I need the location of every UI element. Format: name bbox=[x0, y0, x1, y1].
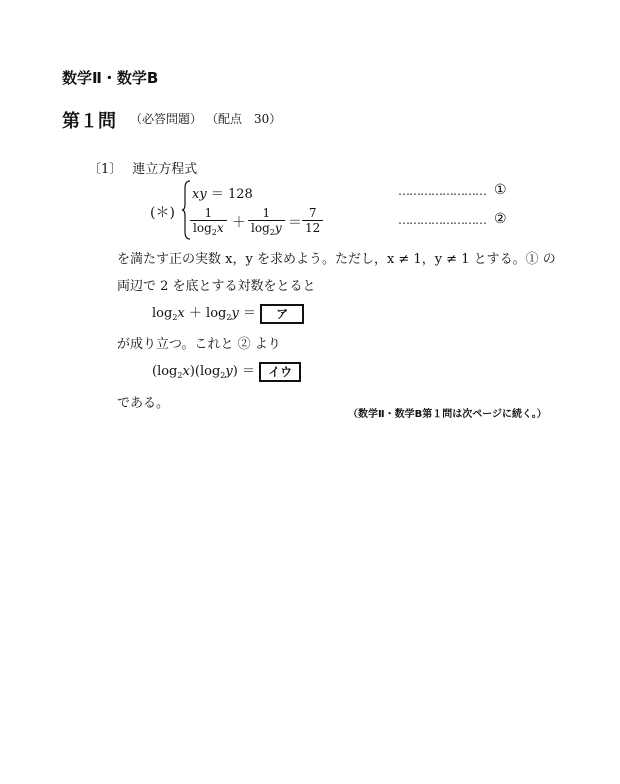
frac1-numerator: 1 bbox=[190, 206, 227, 221]
eq1-equals: ＝ bbox=[210, 187, 224, 202]
frac2-log: log bbox=[251, 221, 270, 235]
eq2-fraction-2 bbox=[248, 206, 285, 240]
points-note: （配点 30） bbox=[212, 112, 282, 126]
eq1-ref-circle-1: ① bbox=[494, 182, 507, 198]
eqa-log-2: log bbox=[206, 306, 227, 321]
eqa-var-2: y bbox=[231, 306, 239, 321]
required-note: （必答問題） bbox=[130, 112, 203, 126]
question-title: 第１問 bbox=[62, 111, 116, 132]
equation-a bbox=[152, 302, 304, 324]
equation-b bbox=[152, 360, 301, 382]
eq2-leader-dots: …………………… bbox=[398, 213, 486, 227]
eqa-var-1: x bbox=[177, 306, 185, 321]
eq1-leader-dots: …………………… bbox=[398, 184, 486, 198]
rhs-numerator: 7 bbox=[302, 206, 323, 221]
question-note bbox=[130, 110, 281, 127]
eqb-base-1: 2 bbox=[177, 371, 183, 380]
subject-header: 数学Ⅱ・数学B bbox=[62, 69, 159, 87]
body-text-4: である。 bbox=[117, 396, 170, 411]
eq1-rhs: 128 bbox=[227, 187, 253, 202]
part-title: 連立方程式 bbox=[132, 162, 198, 177]
body-text-1: を満たす正の実数 x，y を求めよう。ただし，x ≠ 1，y ≠ 1 とする。① の bbox=[117, 252, 556, 267]
frac2-var: y bbox=[274, 221, 282, 235]
part-1-heading bbox=[88, 158, 197, 177]
continued-note: （数学Ⅱ・数学B第１問は次ページに続く。） bbox=[348, 409, 547, 420]
eqb-close-1: ) bbox=[189, 364, 195, 379]
answer-box-a[interactable]: ア bbox=[260, 304, 304, 324]
eqa-log-1: log bbox=[152, 306, 173, 321]
answer-box-iu[interactable]: イウ bbox=[259, 362, 301, 382]
part-label: 〔1〕 bbox=[88, 162, 123, 177]
eqb-var-2: y bbox=[225, 364, 233, 379]
eq1-lhs: xy bbox=[192, 187, 207, 202]
eqa-base-1: 2 bbox=[172, 313, 178, 322]
eq2-plus: ＋ bbox=[232, 215, 246, 231]
frac2-denominator bbox=[248, 221, 285, 240]
eqb-var-1: x bbox=[182, 364, 190, 379]
frac1-denominator bbox=[190, 221, 227, 240]
frac2-base: 2 bbox=[269, 228, 275, 237]
frac1-var: x bbox=[216, 221, 224, 235]
eq2-rhs-fraction bbox=[302, 206, 323, 236]
frac2-numerator: 1 bbox=[248, 206, 285, 221]
eqb-equals: ＝ bbox=[241, 364, 255, 379]
eqb-close-2: ) bbox=[232, 364, 238, 379]
eq2-ref-circle-2: ② bbox=[494, 211, 507, 227]
body-text-2: 両辺で 2 を底とする対数をとると bbox=[117, 279, 316, 294]
eq2-fraction-1 bbox=[190, 206, 227, 240]
frac1-base: 2 bbox=[211, 228, 217, 237]
body-text-3: が成り立つ。これと ② より bbox=[117, 337, 281, 352]
eqa-base-2: 2 bbox=[226, 313, 232, 322]
eqa-equals: ＝ bbox=[242, 306, 256, 321]
rhs-denominator: 12 bbox=[305, 221, 321, 235]
frac1-log: log bbox=[193, 221, 212, 235]
eqa-plus: ＋ bbox=[188, 306, 202, 321]
equation-1 bbox=[192, 183, 253, 202]
eqb-base-2: 2 bbox=[220, 371, 226, 380]
eqb-open-1: (log bbox=[152, 364, 178, 379]
eqb-open-2: (log bbox=[194, 364, 221, 379]
eq2-equals: ＝ bbox=[288, 215, 302, 231]
system-label: (＊) bbox=[150, 205, 175, 221]
